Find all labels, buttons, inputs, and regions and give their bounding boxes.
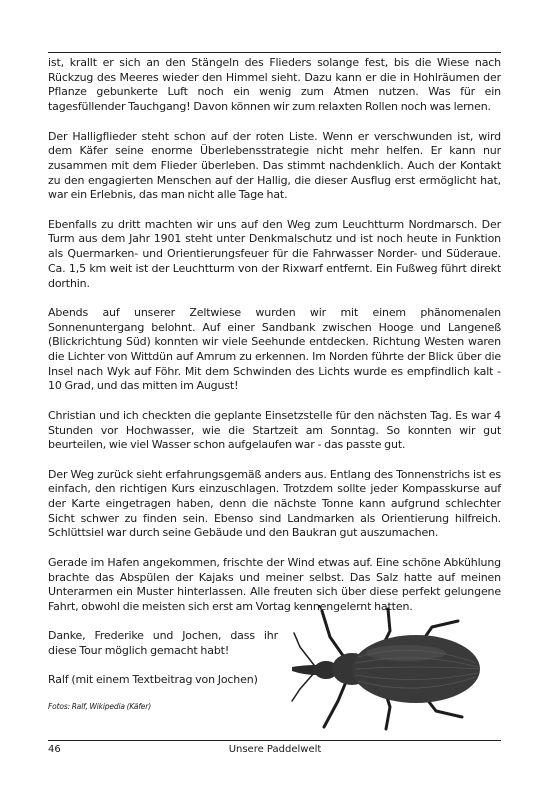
- paragraph: Ebenfalls zu dritt machten wir uns auf den Weg zum Leuchtturm Nordmarsch. Der Turm aus dem Jahr 1901 steht unter Denkmalschutz und ist noch heute in Funktion als Quermarken- und Orientierungsfeuer für die Fahrwasser Norder- und Süderaue. Ca. 1,5 km weit ist der Leuchtturm von der Rixwarf entfernt. Ein Fußweg führt direkt dorthin.: [48, 217, 501, 290]
- footer-rule: [48, 740, 501, 741]
- paragraph: Christian und ich checkten die geplante Einsetzstelle für den nächsten Tag. Es war 4 Stunden vor Hochwasser, wie die Startzeit am Sonntag. So konnten wir gut beurteilen, wie viel Wasser schon aufgelaufen war - das passte gut.: [48, 408, 501, 452]
- paragraph: ist, krallt er sich an den Stängeln des Flieders solange fest, bis die Wiese nach Rückzug des Meeres wieder den Himmel sieht. Dazu kann er die in Hohlräumen der Pflanze gebunkerte Luft noch ein wenig zum Atmen nutzen. Was für ein tagesfüllender Tauchgang! Davon können wir zum relaxten Rollen noch was lernen.: [48, 56, 501, 114]
- paragraph: Der Halligflieder steht schon auf der roten Liste. Wenn er verschwunden ist, wird dem Käfer seine enorme Überlebensstrategie nicht mehr helfen. Er kann nur zusammen mit dem Flieder überleben. Das stimmt nachdenklich. Auch der Kontakt zu den engagierten Menschen auf der Hallig, die dieser Ausflug erst ermöglicht hat, war ein Erlebnis, das man nicht alle Tage hat.: [48, 129, 501, 202]
- thanks-paragraph: Danke, Frederike und Jochen, dass ihr diese Tour möglich gemacht habt!: [48, 629, 278, 658]
- paragraph-text: Gerade im Hafen angekommen, frischte der Wind etwas auf. Eine schöne Abkühlung brachte das Abspülen der Kajaks und meiner selbst. Das Salz hatte auf meinen Unterarmen ein Muster hinterlassen. Alle freuten sich über diese perfekt gelungene Fahrt, obwohl die meisten sich erst am Vortag kennengelernt hatten.: [48, 555, 501, 613]
- paragraph: Der Weg zurück sieht erfahrungsgemäß anders aus. Entlang des Tonnenstrichs ist es einfach, den richtigen Kurs einzuschlagen. Trotzdem sollte jeder Kompasskurse auf der Karte eingetragen haben, denn die nächste Tonne kann aufgrund schlechter Sicht schwer zu finden sein. Ebenso sind Landmarken als Orientierung hilfreich. Schlüttsiel war durch seine Gebäude und den Baukran gut auszumachen.: [48, 467, 501, 540]
- photo-caption: Fotos: Ralf, Wikipedia (Käfer): [48, 702, 151, 712]
- beetle-photo: [286, 605, 502, 733]
- paragraph: Abends auf unserer Zeltwiese wurden wir mit einem phänomenalen Sonnenuntergang belohnt. Auf einer Sandbank zwischen Hooge und Langeneß (Blickrichtung Süd) konnten wir viele Seehunde entdecken. Richtung Westen waren die Lichter von Wittdün auf Amrum zu erkennen. Im Norden führte der Blick über die Insel nach Wyk auf Föhr. Mit dem Schwinden des Lichts wurde es empfindlich kalt - 10 Grad, und das mitten im August!: [48, 305, 501, 393]
- publication-title: Unsere Paddelwelt: [228, 744, 322, 755]
- header-rule: [48, 52, 501, 53]
- author-line: Ralf (mit einem Textbeitrag von Jochen): [48, 673, 258, 687]
- page-number: 46: [48, 744, 61, 755]
